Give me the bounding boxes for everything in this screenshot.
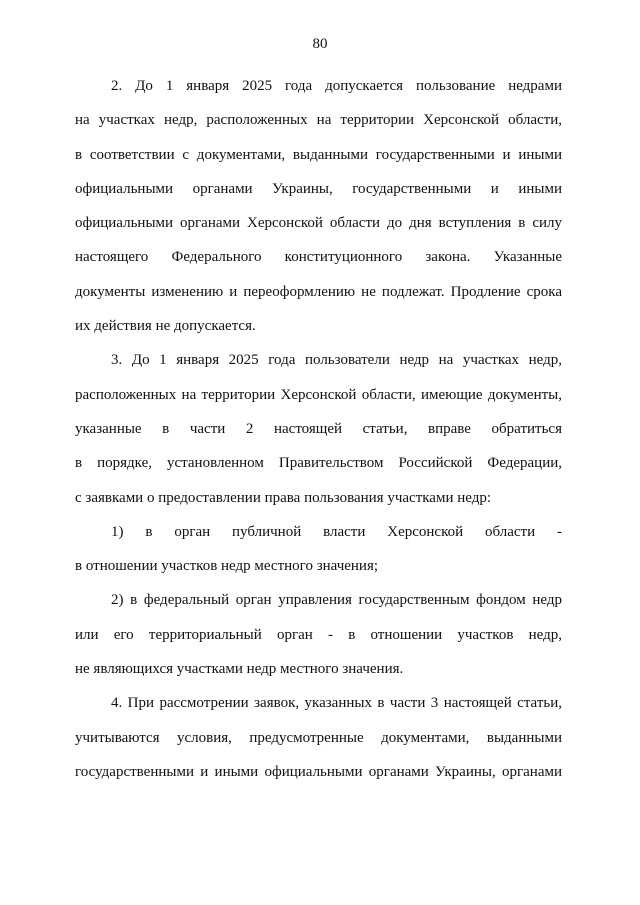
text-line: в соответствии с документами, выданными государственными и иными bbox=[75, 146, 562, 163]
text-line: документы изменению и переоформлению не подлежат. Продление срока bbox=[75, 283, 562, 300]
paragraph-3 bbox=[75, 343, 562, 514]
text-line: 2) в федеральный орган управления государственным фондом недр bbox=[111, 592, 562, 609]
text-line: 2. До 1 января 2025 года допускается пользование недрами bbox=[111, 78, 562, 94]
text-line: официальными органами Херсонской области до дня вступления в силу bbox=[75, 215, 562, 232]
text-line: государственными и иными официальными органами Украины, органами bbox=[75, 763, 562, 780]
text-line: указанные в части 2 настоящей статьи, вправе обратиться bbox=[75, 420, 562, 437]
text-line: расположенных на территории Херсонской области, имеющие документы, bbox=[75, 386, 562, 403]
text-line: 3. До 1 января 2025 года пользователи недр на участках недр, bbox=[111, 352, 562, 369]
page-number: 80 bbox=[312, 36, 328, 52]
text-line: или его территориальный орган - в отношении участков недр, bbox=[75, 626, 562, 643]
text-line: 1) в орган публичной власти Херсонской области - bbox=[111, 523, 562, 540]
list-item-2 bbox=[75, 583, 562, 686]
document-body bbox=[75, 69, 562, 789]
text-line: 4. При рассмотрении заявок, указанных в части 3 настоящей статьи, bbox=[111, 695, 562, 712]
text-line: их действия не допускается. bbox=[75, 318, 256, 335]
text-line: в отношении участков недр местного значения; bbox=[75, 558, 379, 575]
text-line: в порядке, установленном Правительством Российской Федерации, bbox=[75, 455, 562, 472]
text-line: настоящего Федерального конституционного закона. Указанные bbox=[75, 249, 562, 266]
text-line: официальными органами Украины, государственными и иными bbox=[75, 180, 562, 197]
text-line: с заявками о предоставлении права пользования участками недр: bbox=[75, 489, 492, 506]
list-item-1 bbox=[75, 515, 562, 584]
text-line: не являющихся участками недр местного значения. bbox=[75, 661, 404, 678]
text-line: на участках недр, расположенных на территории Херсонской области, bbox=[75, 112, 562, 129]
text-line: учитываются условия, предусмотренные документами, выданными bbox=[75, 729, 562, 746]
paragraph-2 bbox=[75, 69, 562, 343]
paragraph-4 bbox=[75, 686, 562, 789]
